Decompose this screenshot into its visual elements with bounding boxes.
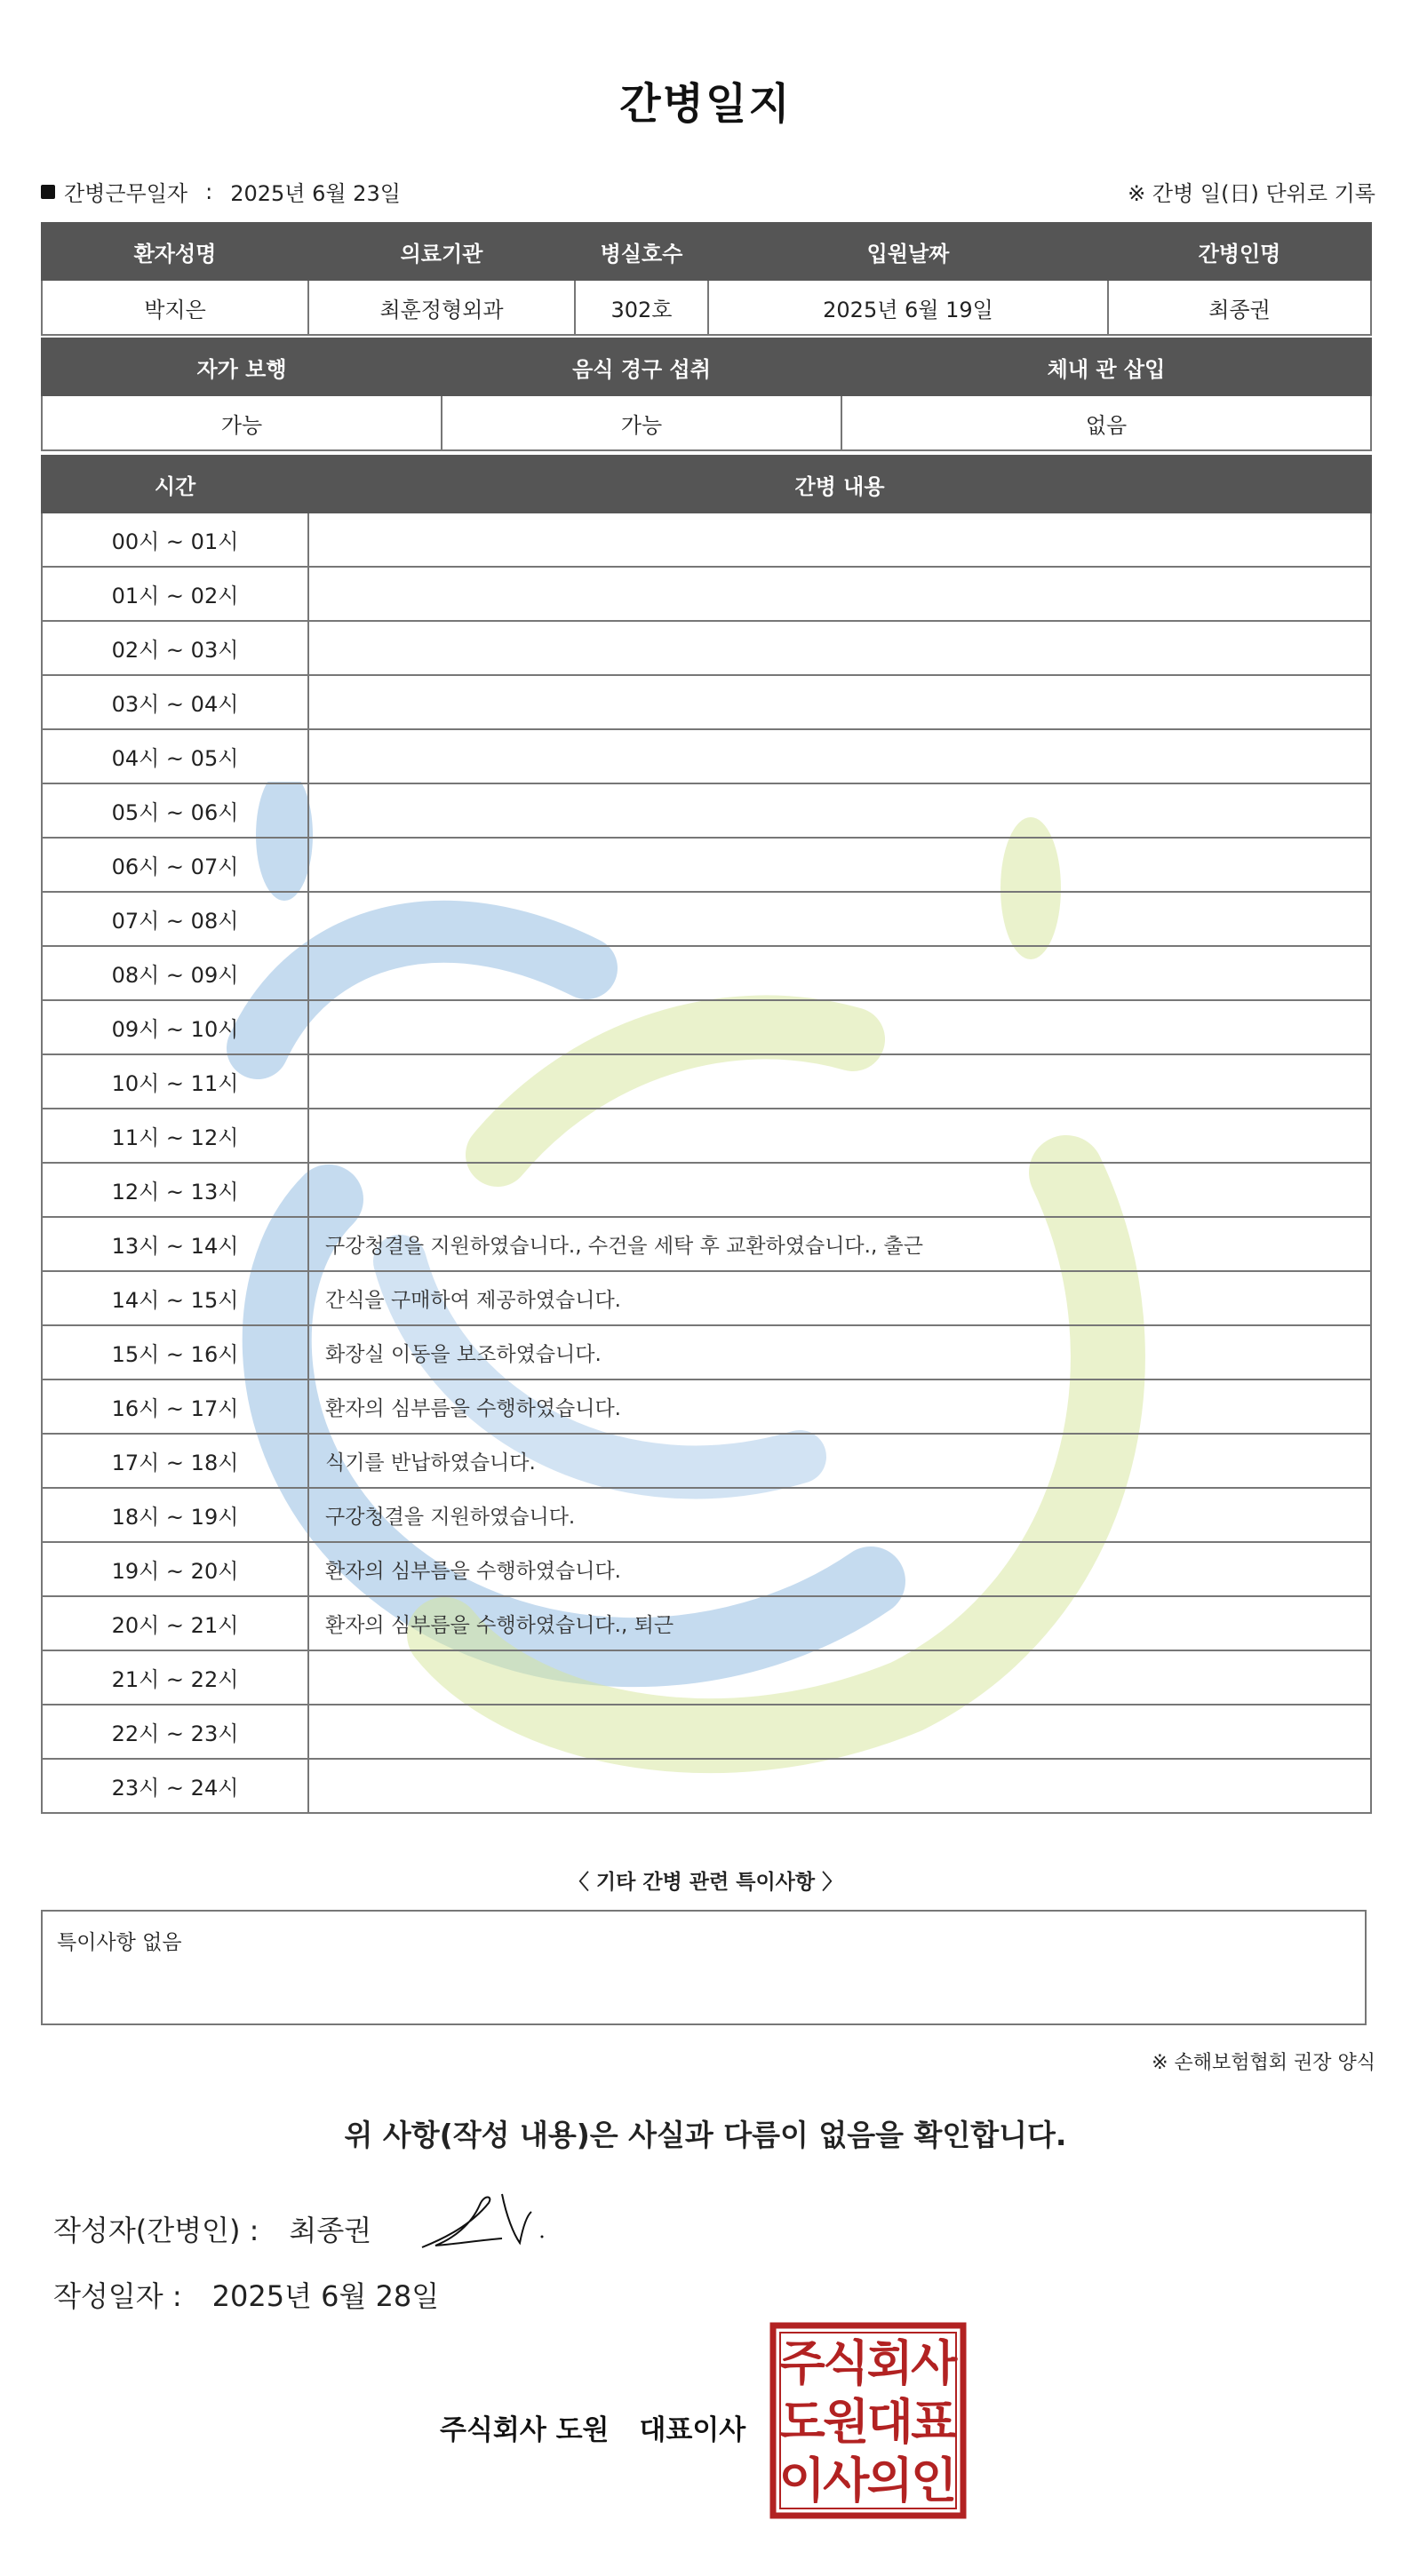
time-slot: 13시 ~ 14시: [42, 1217, 308, 1271]
time-slot: 23시 ~ 24시: [42, 1759, 308, 1813]
self-walking-value: 가능: [42, 395, 442, 450]
seal-char: 의: [866, 2453, 913, 2508]
seal-char: 주: [778, 2335, 825, 2391]
signature-icon: [418, 2185, 551, 2265]
table-row: [42, 1271, 1371, 1325]
time-slot: 07시 ~ 08시: [42, 892, 308, 946]
table-row: [42, 1000, 1371, 1054]
header-oral-intake: 음식 경구 섭취: [442, 338, 841, 395]
seal-char: 표: [911, 2394, 958, 2450]
time-slot: 15시 ~ 16시: [42, 1325, 308, 1379]
work-date-label: 간병근무일자: [64, 181, 188, 206]
time-slot: 16시 ~ 17시: [42, 1379, 308, 1434]
table-row: [42, 1109, 1371, 1163]
care-content: [308, 1650, 1371, 1705]
care-content: [308, 567, 1371, 621]
page-title: 간병일지: [619, 79, 792, 129]
care-content: [308, 1000, 1371, 1054]
care-schedule-table: [41, 455, 1372, 1814]
table-row: [42, 1434, 1371, 1488]
bullet-square-icon: [41, 185, 55, 199]
writer-name: 최종권: [289, 2214, 372, 2247]
ability-table: [41, 338, 1372, 451]
schedule-rows: [42, 513, 1371, 1813]
time-slot: 03시 ~ 04시: [42, 675, 308, 729]
table-row: [42, 675, 1371, 729]
care-content: [308, 946, 1371, 1000]
patient-info-table: [41, 222, 1372, 336]
time-slot: 11시 ~ 12시: [42, 1109, 308, 1163]
time-slot: 17시 ~ 18시: [42, 1434, 308, 1488]
writer-label: 작성자(간병인) :: [53, 2214, 259, 2247]
table-row: [42, 513, 1371, 567]
time-slot: 18시 ~ 19시: [42, 1488, 308, 1542]
table-row: [42, 1379, 1371, 1434]
table-row: [42, 1650, 1371, 1705]
seal-char: 이: [778, 2453, 825, 2508]
seal-char: 인: [911, 2453, 958, 2508]
patient-name: 박지은: [42, 280, 308, 335]
time-slot: 20시 ~ 21시: [42, 1596, 308, 1650]
care-content: 간식을 구매하여 제공하였습니다.: [308, 1271, 1371, 1325]
company-representative: 대표이사: [639, 2414, 746, 2446]
confirmation-statement: 위 사항(작성 내용)은 사실과 다름이 없음을 확인합니다.: [344, 2118, 1067, 2152]
time-slot: 04시 ~ 05시: [42, 729, 308, 783]
room-number: 302호: [575, 280, 708, 335]
company-row: [440, 2407, 745, 2447]
form-source-note: ※ 손해보험협회 권장 양식: [1152, 2052, 1375, 2074]
written-date-value: 2025년 6월 28일: [211, 2279, 440, 2313]
time-slot: 06시 ~ 07시: [42, 838, 308, 892]
table-row: [42, 729, 1371, 783]
table-row: [42, 783, 1371, 838]
time-slot: 21시 ~ 22시: [42, 1650, 308, 1705]
header-self-walking: 자가 보행: [42, 338, 442, 395]
seal-char: 회: [866, 2335, 913, 2391]
care-content: [308, 1054, 1371, 1109]
writer-row: [53, 2208, 371, 2249]
care-content: [308, 621, 1371, 675]
care-content: [308, 513, 1371, 567]
table-row: [42, 1705, 1371, 1759]
header-tube-insertion: 체내 관 삽입: [841, 338, 1371, 395]
seal-char: 사: [911, 2335, 958, 2391]
hospital-name: 최훈정형외과: [308, 280, 575, 335]
written-date-row: [53, 2274, 439, 2315]
time-slot: 22시 ~ 23시: [42, 1705, 308, 1759]
seal-char: 식: [823, 2335, 870, 2391]
care-content: 구강청결을 지원하였습니다.: [308, 1488, 1371, 1542]
care-content: [308, 783, 1371, 838]
table-row: [42, 892, 1371, 946]
header-caregiver-name: 간병인명: [1108, 223, 1371, 280]
care-content: [308, 1109, 1371, 1163]
table-row: [42, 1163, 1371, 1217]
care-content: [308, 675, 1371, 729]
table-row: [42, 1488, 1371, 1542]
seal-characters: [779, 2335, 959, 2508]
header-time: 시간: [42, 456, 308, 513]
care-content: [308, 838, 1371, 892]
care-content: 환자의 심부름을 수행하였습니다., 퇴근: [308, 1596, 1371, 1650]
care-content: 식기를 반납하였습니다.: [308, 1434, 1371, 1488]
caregiver-name: 최종권: [1108, 280, 1371, 335]
header-admission-date: 입원날짜: [708, 223, 1108, 280]
seal-char: 사: [823, 2453, 870, 2508]
time-slot: 10시 ~ 11시: [42, 1054, 308, 1109]
care-content: 환자의 심부름을 수행하였습니다.: [308, 1379, 1371, 1434]
table-row: [42, 946, 1371, 1000]
time-slot: 12시 ~ 13시: [42, 1163, 308, 1217]
header-care-content: 간병 내용: [308, 456, 1371, 513]
header-patient-name: 환자성명: [42, 223, 308, 280]
header-room-number: 병실호수: [575, 223, 708, 280]
tube-insertion-value: 없음: [841, 395, 1371, 450]
notes-content: 특이사항 없음: [57, 1931, 182, 1954]
company-seal-stamp: [769, 2322, 967, 2519]
time-slot: 00시 ~ 01시: [42, 513, 308, 567]
admission-date: 2025년 6월 19일: [708, 280, 1108, 335]
time-slot: 08시 ~ 09시: [42, 946, 308, 1000]
notes-title: 〈 기타 간병 관련 특이사항 〉: [568, 1871, 843, 1894]
oral-intake-value: 가능: [442, 395, 841, 450]
time-slot: 14시 ~ 15시: [42, 1271, 308, 1325]
seal-char: 대: [866, 2394, 913, 2450]
table-row: [42, 1217, 1371, 1271]
care-content: 구강청결을 지원하였습니다., 수건을 세탁 후 교환하였습니다., 출근: [308, 1217, 1371, 1271]
notes-box: [41, 1910, 1367, 2025]
table-row: [42, 621, 1371, 675]
table-row: [42, 1542, 1371, 1596]
care-content: 환자의 심부름을 수행하였습니다.: [308, 1542, 1371, 1596]
table-row: [42, 1759, 1371, 1813]
written-date-label: 작성일자 :: [53, 2279, 182, 2313]
seal-char: 도: [778, 2394, 825, 2450]
unit-note: ※ 간병 일(日) 단위로 기록: [1128, 181, 1375, 206]
care-content: [308, 1163, 1371, 1217]
table-row: [42, 1325, 1371, 1379]
time-slot: 02시 ~ 03시: [42, 621, 308, 675]
time-slot: 19시 ~ 20시: [42, 1542, 308, 1596]
table-row: [42, 1054, 1371, 1109]
time-slot: 09시 ~ 10시: [42, 1000, 308, 1054]
care-content: [308, 1759, 1371, 1813]
company-name: 주식회사 도원: [440, 2414, 610, 2446]
table-row: [42, 838, 1371, 892]
seal-char: 원: [823, 2394, 870, 2450]
table-row: [42, 1596, 1371, 1650]
header-hospital: 의료기관: [308, 223, 575, 280]
time-slot: 01시 ~ 02시: [42, 567, 308, 621]
care-content: [308, 892, 1371, 946]
care-content: [308, 729, 1371, 783]
care-content: 화장실 이동을 보조하였습니다.: [308, 1325, 1371, 1379]
time-slot: 05시 ~ 06시: [42, 783, 308, 838]
care-content: [308, 1705, 1371, 1759]
work-date-colon: :: [205, 179, 213, 204]
table-row: [42, 567, 1371, 621]
work-date-value: 2025년 6월 23일: [230, 181, 401, 206]
work-date-row: [41, 176, 401, 207]
